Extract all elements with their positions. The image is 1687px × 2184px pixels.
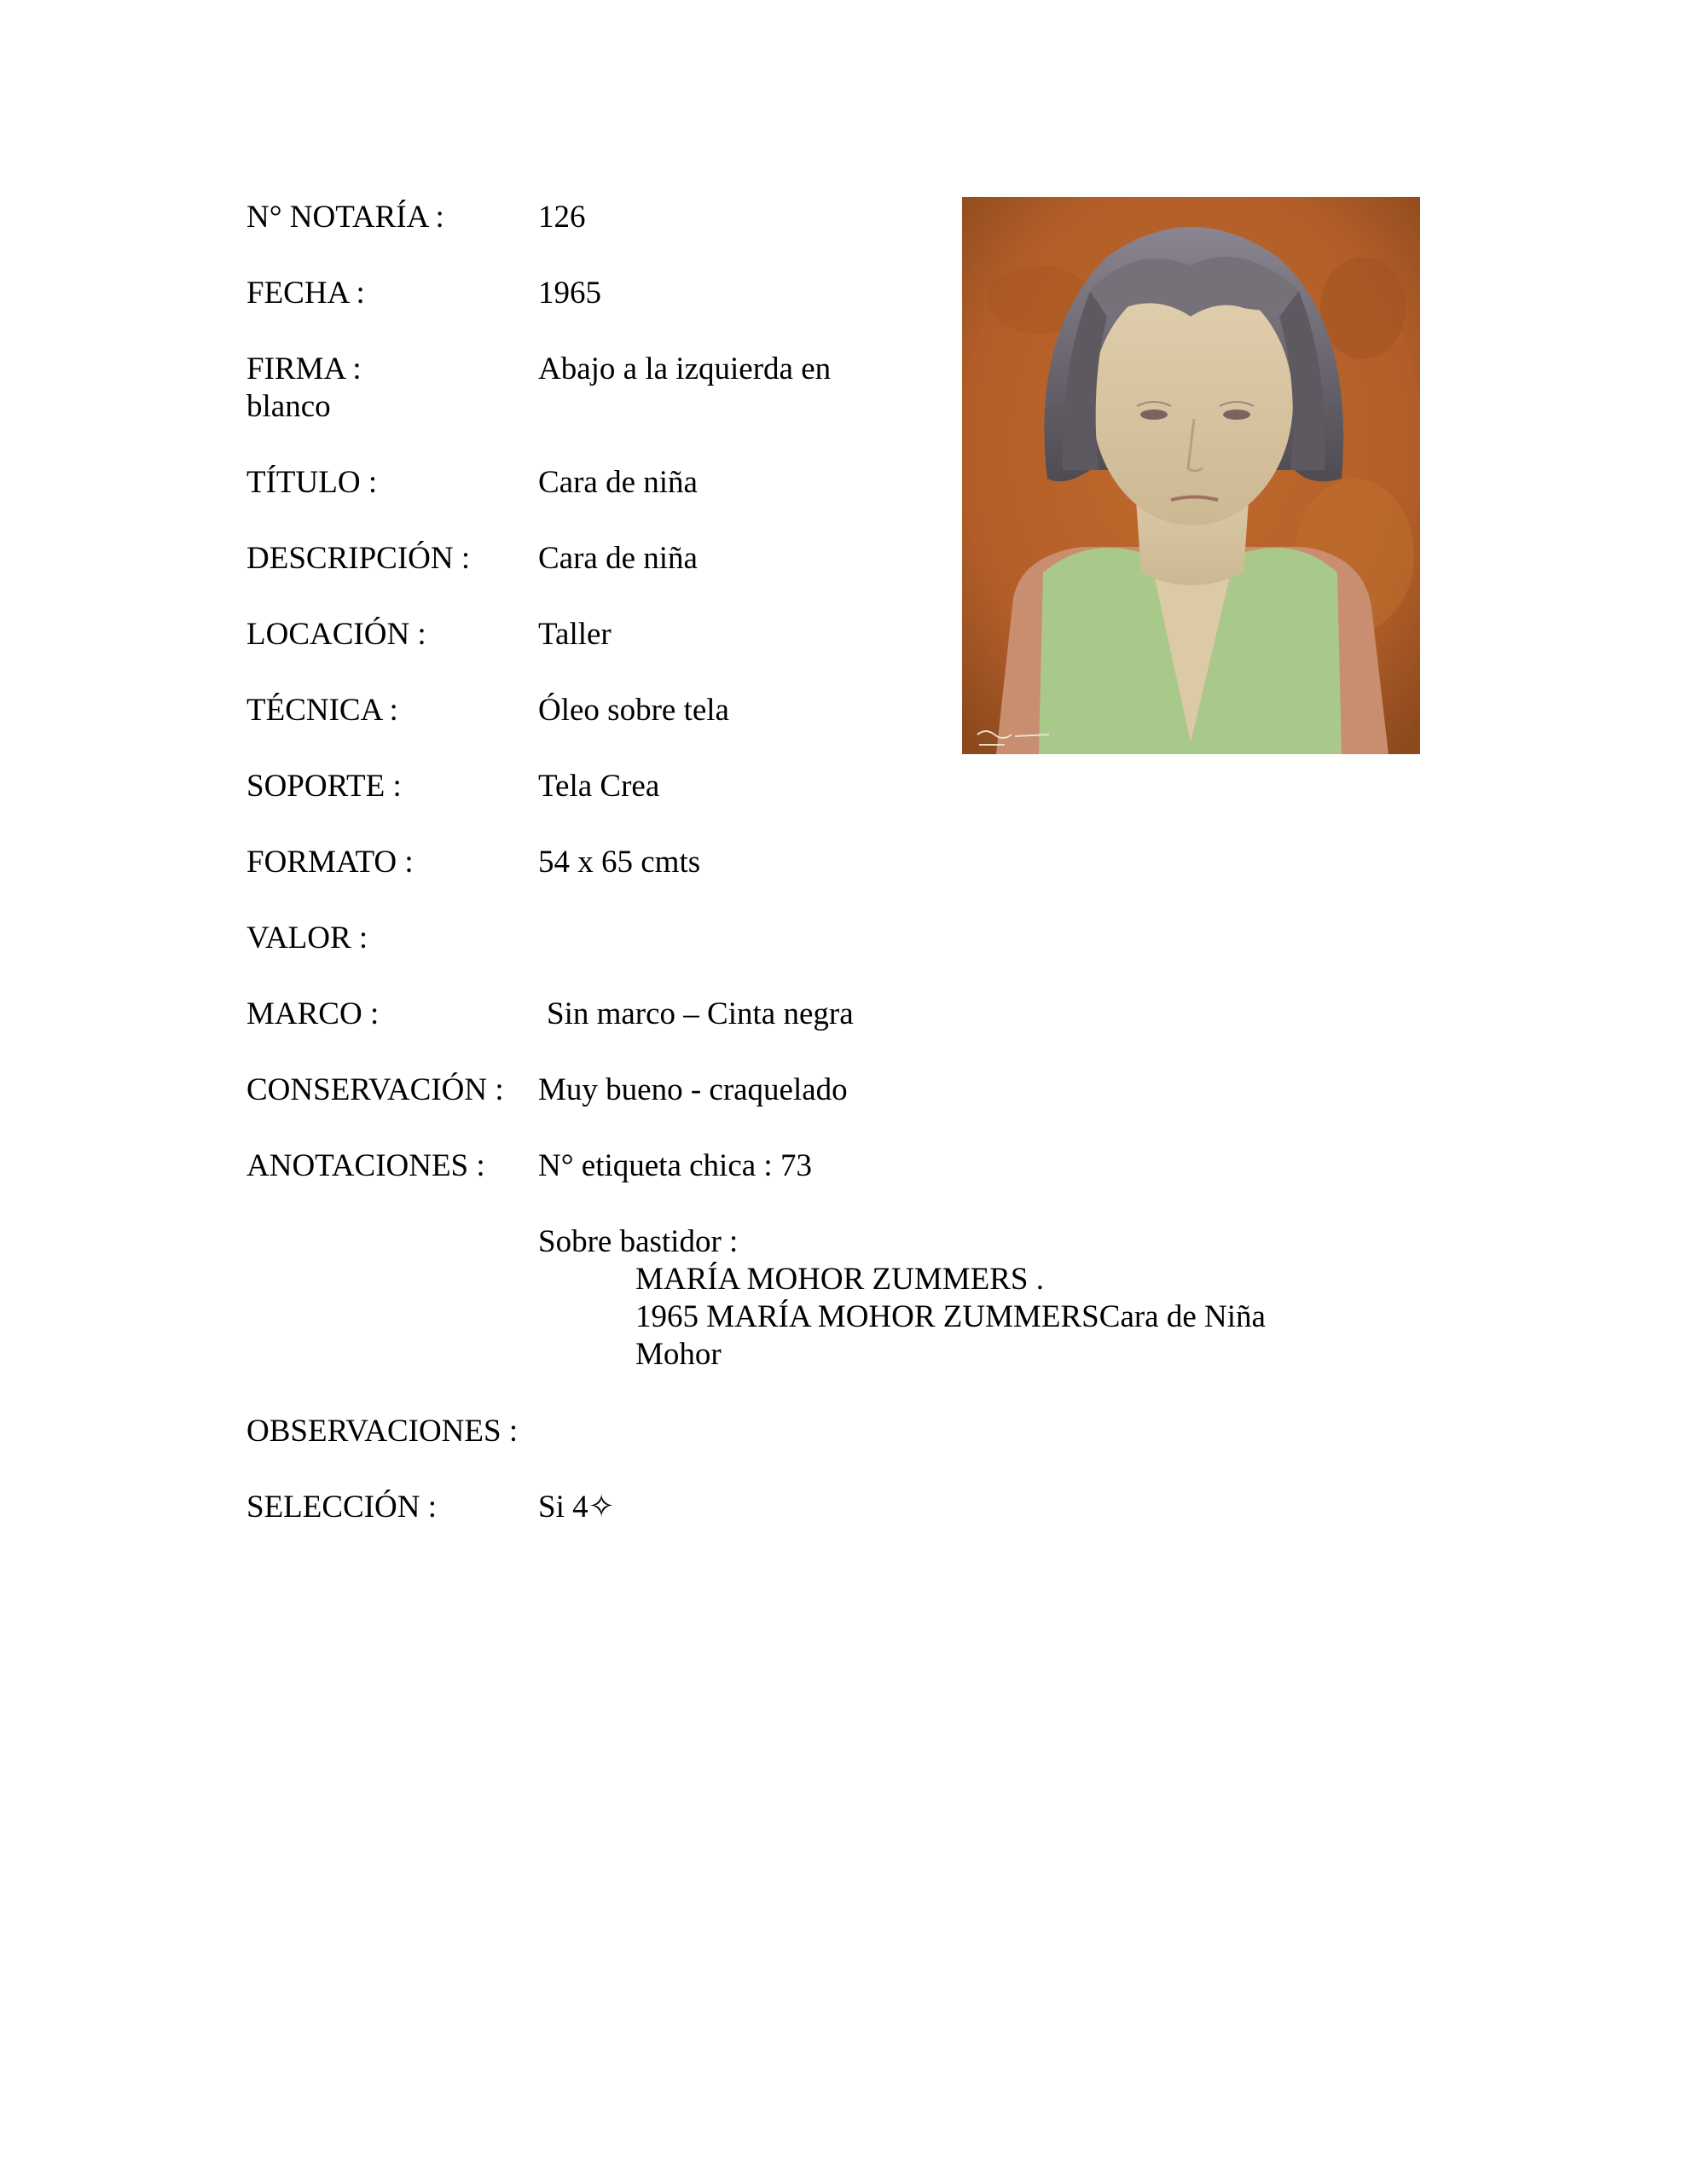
painting-eye (1223, 410, 1250, 420)
sobre-bastidor-heading: Sobre bastidor : (538, 1224, 739, 1259)
notaria-value: 126 (538, 200, 586, 235)
bastidor-line: 1965 MARÍA MOHOR ZUMMERSCara de Niña (635, 1299, 1266, 1334)
painting-eye (1140, 410, 1168, 420)
bastidor-line: MARÍA MOHOR ZUMMERS . (635, 1262, 1045, 1297)
seleccion-label: SELECCIÓN : (246, 1490, 438, 1525)
fecha-label: FECHA : (246, 276, 365, 311)
firma-label: FIRMA : (246, 351, 362, 386)
locacion-value: Taller (538, 617, 612, 652)
tecnica-label: TÉCNICA : (246, 693, 398, 728)
conservacion-value: Muy bueno - craquelado (538, 1072, 848, 1107)
notaria-label: N° NOTARÍA : (246, 200, 444, 235)
observaciones-label: OBSERVACIONES : (246, 1414, 519, 1449)
formato-label: FORMATO : (246, 845, 414, 880)
descripcion-label: DESCRIPCIÓN : (246, 541, 471, 576)
locacion-label: LOCACIÓN : (246, 617, 426, 652)
soporte-label: SOPORTE : (246, 769, 402, 804)
painting-image (962, 197, 1420, 754)
seleccion-value: Si 4✧ (538, 1490, 615, 1525)
firma-continuation: blanco (246, 389, 331, 424)
titulo-value: Cara de niña (538, 465, 698, 500)
anotaciones-label: ANOTACIONES : (246, 1148, 485, 1183)
firma-value: Abajo a la izquierda en (538, 351, 832, 386)
bastidor-line: Mohor (635, 1337, 722, 1372)
formato-value: 54 x 65 cmts (538, 845, 701, 880)
fecha-value: 1965 (538, 276, 601, 311)
anotaciones-value: N° etiqueta chica : 73 (538, 1148, 812, 1183)
titulo-label: TÍTULO : (246, 465, 378, 500)
marco-value: Sin marco – Cinta negra (547, 996, 854, 1031)
tecnica-value: Óleo sobre tela (538, 693, 729, 728)
valor-label: VALOR : (246, 921, 368, 956)
descripcion-value: Cara de niña (538, 541, 698, 576)
conservacion-label: CONSERVACIÓN : (246, 1072, 504, 1107)
soporte-value: Tela Crea (538, 769, 660, 804)
marco-label: MARCO : (246, 996, 380, 1031)
